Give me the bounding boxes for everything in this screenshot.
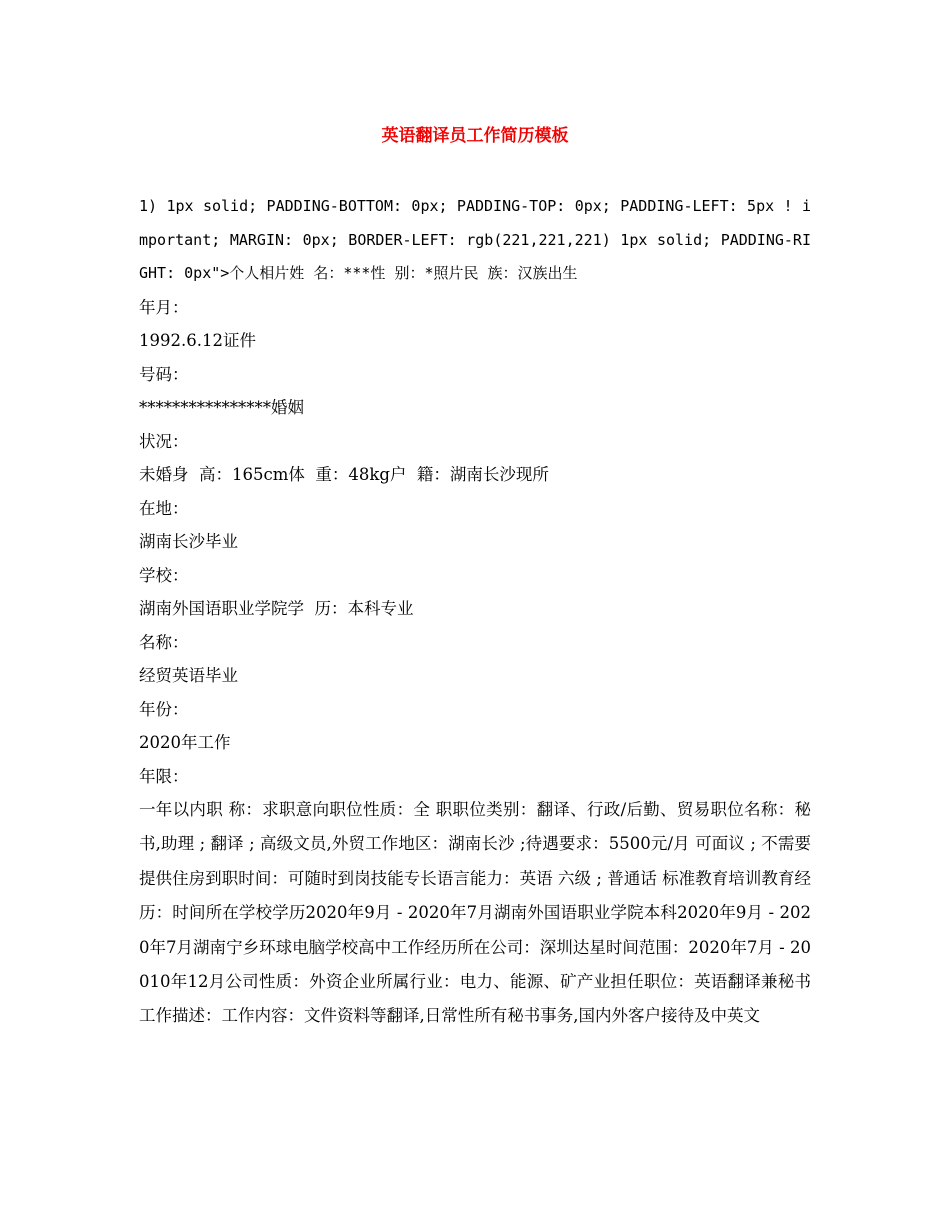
resume-details-paragraph: 一年以内职 称：求职意向职位性质：全 职职位类别：翻译、行政/后勤、贸易职位名称：秘书,助理 ; 翻译 ; 高级文员,外贸工作地区：湖南长沙 ;待遇要求：5500元/月 可面议 ; 不需要提供住房到职时间：可随时到岗技能专长语言能力：英语 六级 ; 普通话 标准教育培训教育经历：时间所在学校学历2020年9月 - 2020年7月湖南外国语职业学院本科2020年9月 - 2020年7月湖南宁乡环球电脑学校高中工作经历所在公司：深圳达星时间范围：2020年7月 - 20010年12月公司性质：外资企业所属行业：电力、能源、矿产业担任职位：英语翻译兼秘书工作描述：工作内容：文件资料等翻译,日常性所有秘书事务,国内外客户接待及中英文: [139, 800, 811, 1026]
text-line: 1992.6.12证件: [139, 331, 256, 350]
text-line: ****************婚姻: [139, 398, 304, 417]
text-line: 在地：: [139, 498, 189, 518]
text-line: 号码：: [139, 364, 189, 384]
text-line: 状况：: [139, 431, 189, 451]
document-title: 英语翻译员工作简历模板: [381, 126, 569, 146]
text-line: 年份：: [139, 699, 189, 719]
text-line: 2020年工作: [139, 733, 231, 752]
text-line: 经贸英语毕业: [139, 666, 238, 685]
text-line: 未婚身 高：165cm体 重：48kg户 籍：湖南长沙现所: [139, 465, 549, 484]
text-line: 学校：: [139, 565, 189, 585]
text-line: 年限：: [139, 766, 189, 786]
document-body: [139, 190, 811, 1034]
text-line: 年月：: [139, 297, 189, 317]
text-line: 湖南长沙毕业: [139, 532, 238, 551]
css-fragment-paragraph: 1) 1px solid; PADDING-BOTTOM: 0px; PADDING-TOP: 0px; PADDING-LEFT: 5px ! important; MARGIN: 0px; BORDER-LEFT: rgb(221,221,221) 1px solid; PADDING-RIGHT: 0px">个人相片姓 名：***性 别：*照片民 族：汉族出生: [139, 197, 811, 282]
text-line: 湖南外国语职业学院学 历：本科专业: [139, 599, 414, 618]
text-line: 名称：: [139, 632, 189, 652]
